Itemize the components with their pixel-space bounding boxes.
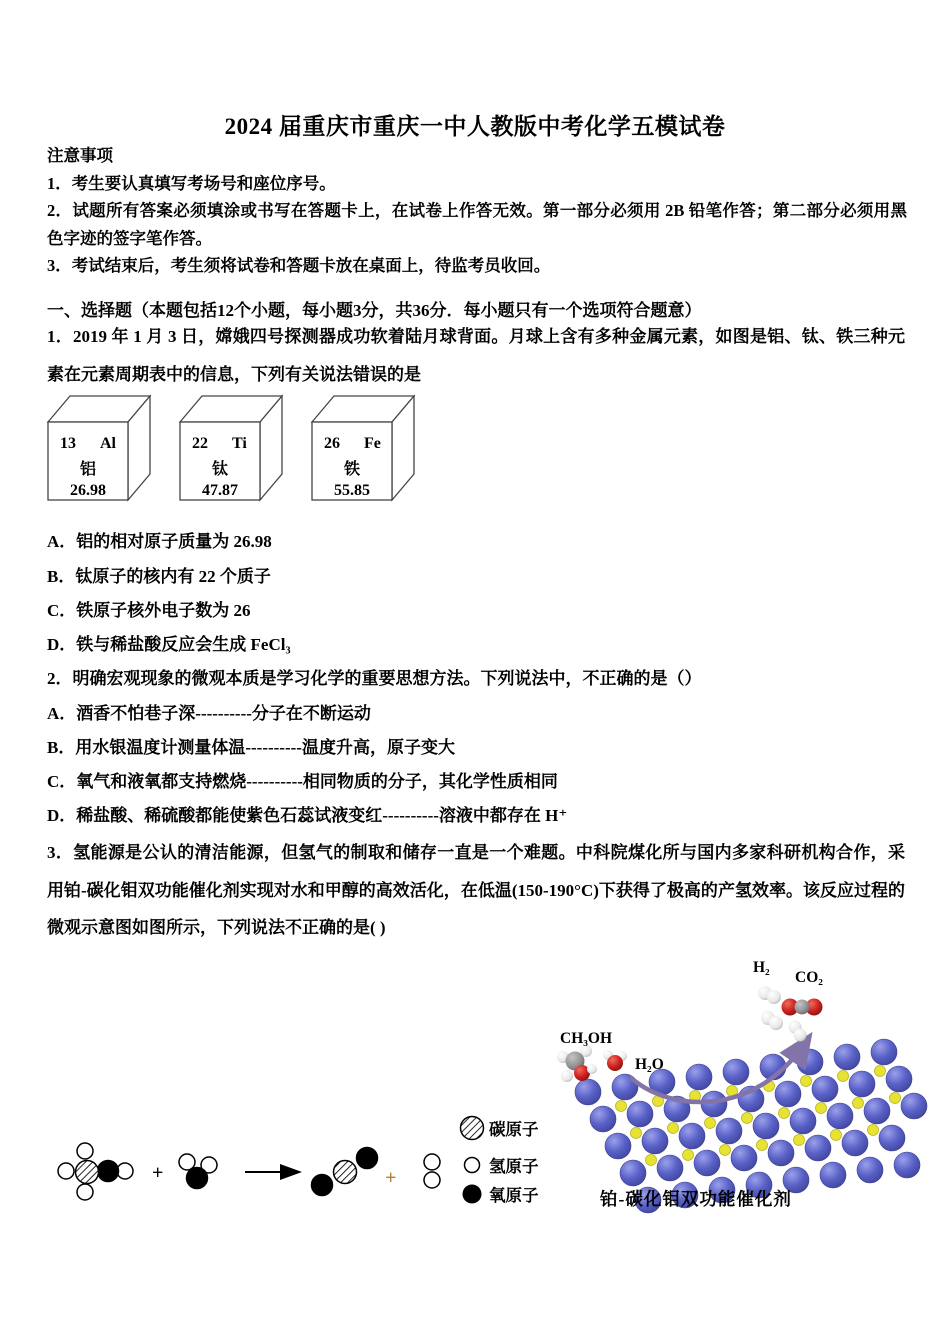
element-symbol: Ti: [232, 435, 247, 452]
element-mass: 47.87: [202, 482, 238, 499]
plus-sign: +: [385, 1167, 397, 1189]
question2-stem: 2．明确宏观现象的微观本质是学习化学的重要思想方法。下列说法中，不正确的是（）: [47, 669, 702, 688]
legend-row-oxygen: [458, 1180, 539, 1208]
q1-option-a: A．铝的相对原子质量为 26.98: [47, 532, 272, 551]
h2-label: H₂: [753, 959, 770, 976]
element-mass: 26.98: [70, 482, 106, 499]
legend-label-oxygen: 氧原子: [489, 1186, 539, 1205]
element-name: 钛: [211, 461, 229, 478]
notice-heading: 注意事项: [47, 146, 113, 165]
question3-stem: 3．氢能源是公认的清洁能源，但氢气的制取和储存一直是一个难题。中科院煤化所与国内多家科研机构合作，采用铂-碳化钼双功能催化剂实现对水和甲醇的高效活化，在低温(150-190°C)下获得了极高的产氢效率。该反应过程的微观示意图如图所示，下列说法不正确的是( ): [47, 843, 905, 937]
q2-option-c: C．氧气和液氧都支持燃烧----------相同物质的分子，其化学性质相同: [47, 772, 558, 791]
carbon-dioxide-molecule: [312, 1148, 378, 1196]
catalyst-figure: [555, 945, 950, 1265]
notice-item-3: 3．考试结束后，考生须将试卷和答题卡放在桌面上，待监考员收回。: [47, 256, 551, 275]
oxygen-atom-icon: [458, 1180, 486, 1208]
notice-item-1: 1．考生要认真填写考场号和座位序号。: [47, 173, 336, 193]
hydrogen-molecule: [424, 1154, 440, 1188]
page-title: 2024 届重庆市重庆一中人教版中考化学五模试卷: [224, 114, 726, 139]
element-number: 26: [324, 435, 340, 452]
question1-stem: 1．2019 年 1 月 3 日，嫦娥四号探测器成功软着陆月球背面。月球上含有多种金属元素，如图是铝、钛、铁三种元素在元素周期表中的信息，下列有关说法错误的是: [47, 327, 905, 384]
carbon-atom-icon: [458, 1114, 486, 1142]
q2-option-d: D．稀盐酸、稀硫酸都能使紫色石蕊试液变红----------溶液中都存在 H⁺: [47, 806, 568, 825]
element-number: 22: [192, 435, 208, 452]
methanol-molecule: [58, 1143, 133, 1200]
q2-option-b: B．用水银温度计测量体温----------温度升高，原子变大: [47, 738, 455, 757]
notice-item-2: 2．试题所有答案必须填涂或书写在答题卡上，在试卷上作答无效。第一部分必须用 2B 铅笔作答；第二部分必须用黑色字迹的签字笔作答。: [47, 201, 907, 248]
plus-sign: +: [152, 1162, 164, 1184]
catalyst-caption: 铂-碳化钼双功能催化剂: [600, 1189, 792, 1209]
q1-option-c: C．铁原子核外电子数为 26: [47, 601, 251, 620]
notice-section: [47, 142, 907, 280]
q2-option-a: A．酒香不怕巷子深----------分子在不断运动: [47, 704, 371, 723]
element-symbol: Al: [100, 435, 116, 452]
section-one-heading: 一、选择题（本题包括12个小题，每小题3分，共36分．每小题只有一个选项符合题意）: [47, 301, 702, 320]
element-mass: 55.85: [334, 482, 370, 499]
legend-row-carbon: [458, 1114, 539, 1142]
co2-label: CO₂: [795, 969, 823, 986]
h2o-label: H₂O: [635, 1056, 664, 1073]
legend-label-carbon: 碳原子: [489, 1120, 539, 1139]
co2-product-molecule: [782, 999, 823, 1016]
element-cubes-figure: [40, 390, 460, 514]
element-number: 13: [60, 435, 76, 452]
element-name: 铝: [79, 461, 97, 478]
element-symbol: Fe: [364, 435, 381, 452]
reaction-diagram: [40, 1115, 470, 1225]
legend-row-hydrogen: [458, 1151, 539, 1179]
water-3d-molecule: [603, 1050, 627, 1071]
ch3oh-label: CH₃OH: [560, 1030, 613, 1047]
q1-option-b: B．钛原子的核内有 22 个质子: [47, 567, 271, 586]
element-name: 铁: [343, 461, 361, 478]
methanol-3d-molecule: [557, 1045, 597, 1082]
water-molecule: [179, 1154, 217, 1189]
legend-label-hydrogen: 氢原子: [489, 1157, 539, 1176]
q1-option-d: D．铁与稀盐酸反应会生成 FeCl₃: [47, 635, 291, 654]
hydrogen-atom-icon: [458, 1151, 486, 1179]
